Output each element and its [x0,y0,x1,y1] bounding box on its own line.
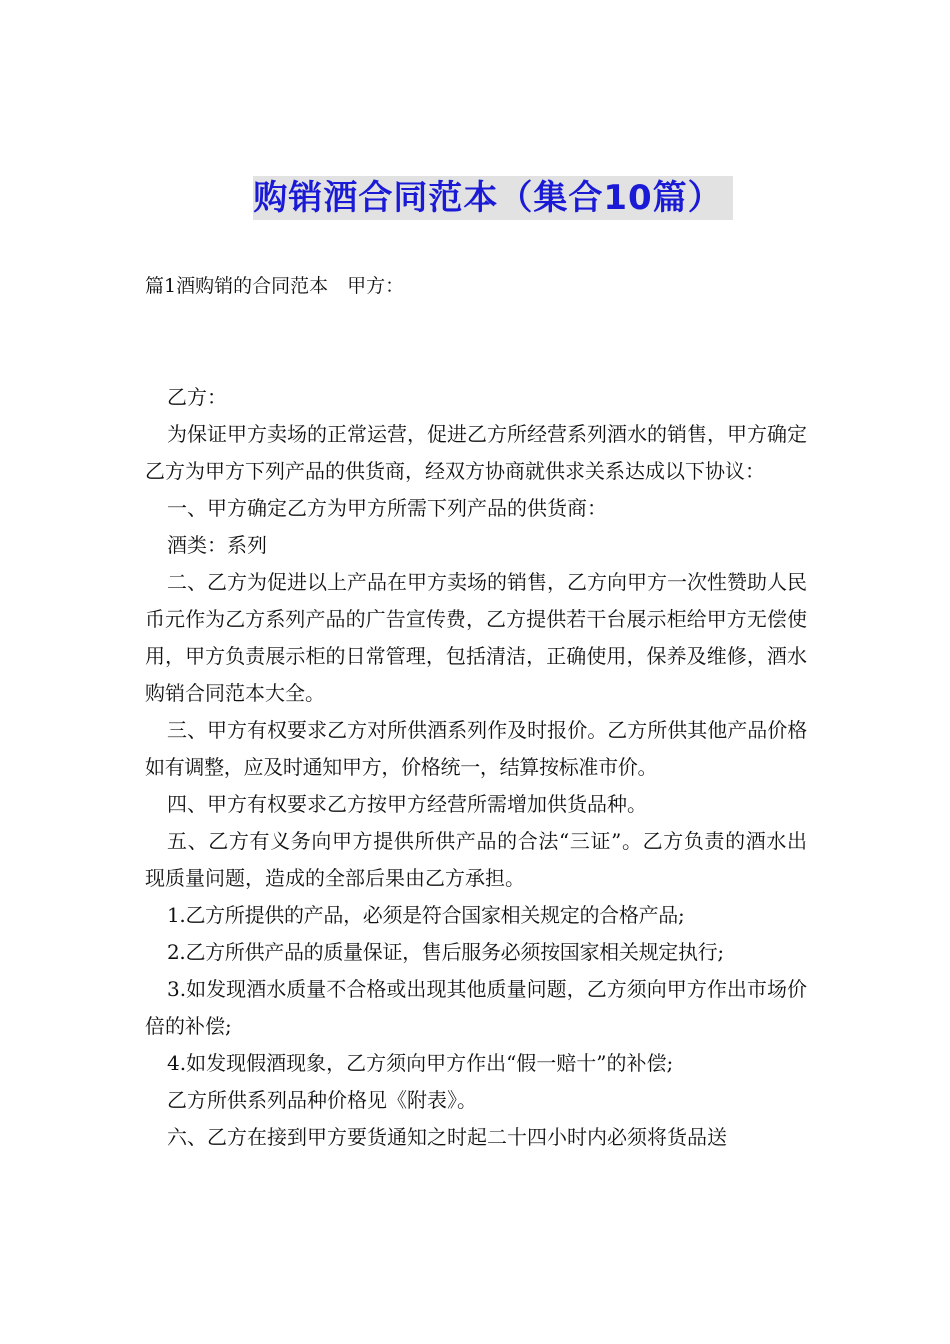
paragraph: 乙方所供系列品种价格见《附表》。 [167,1088,477,1112]
section-heading: 篇1酒购销的合同范本 甲方： [145,275,405,297]
title-container [0,176,950,220]
list-item: 3.如发现酒水质量不合格或出现其他质量问题，乙方须向甲方作出市场价倍的补偿; [145,977,807,1038]
paragraph: 酒类：系列 [167,533,267,557]
paragraph: 乙方： [167,385,227,409]
paragraph: 六、乙方在接到甲方要货通知之时起二十四小时内必须将货品送 [167,1125,727,1149]
paragraph: 三、甲方有权要求乙方对所供酒系列作及时报价。乙方所供其他产品价格如有调整，应及时通知甲方，价格统一，结算按标准市价。 [145,718,807,779]
document-body [145,379,807,1156]
paragraph: 一、甲方确定乙方为甲方所需下列产品的供货商： [167,496,607,520]
list-item: 2.乙方所供产品的质量保证，售后服务必须按国家相关规定执行; [167,940,724,964]
paragraph: 五、乙方有义务向甲方提供所供产品的合法“三证”。乙方负责的酒水出现质量问题，造成的全部后果由乙方承担。 [145,829,807,890]
list-item: 4.如发现假酒现象，乙方须向甲方作出“假一赔十”的补偿; [167,1051,674,1075]
paragraph: 为保证甲方卖场的正常运营，促进乙方所经营系列酒水的销售，甲方确定乙方为甲方下列产品的供货商，经双方协商就供求关系达成以下协议： [145,422,807,483]
paragraph: 四、甲方有权要求乙方按甲方经营所需增加供货品种。 [167,792,647,816]
document-title: 购销酒合同范本（集合10篇） [253,176,732,220]
paragraph: 二、乙方为促进以上产品在甲方卖场的销售，乙方向甲方一次性赞助人民币元作为乙方系列产品的广告宣传费，乙方提供若干台展示柜给甲方无偿使用，甲方负责展示柜的日常管理，包括清洁，正确使用，保养及维修，酒水购销合同范本大全。 [145,570,807,705]
list-item: 1.乙方所提供的产品，必须是符合国家相关规定的合格产品; [167,903,685,927]
